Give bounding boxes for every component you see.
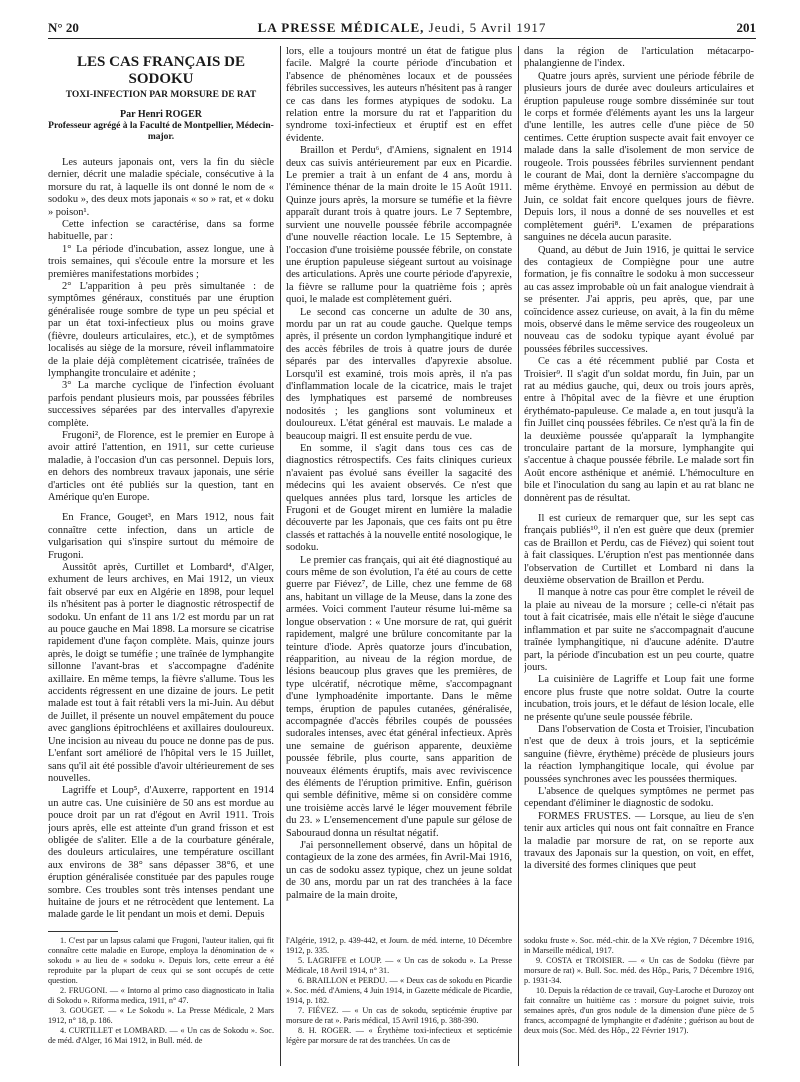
footnote: 7. FIÉVEZ. — « Un cas de sokodu, septicémie éruptive par morsure de rat ». Paris médical, 15 Avril 1916, p. 388-390. bbox=[286, 1006, 512, 1025]
paragraph: Les auteurs japonais ont, vers la fin du siècle dernier, décrit une maladie spéciale, consécutive à la morsure du rat, à laquelle ils ont donné le nom de « sodoku », des deux mots japonais « so » rat, et « doku » poison¹. bbox=[48, 157, 274, 218]
paragraph: dans la région de l'articulation métacarpo-phalangienne de l'index. bbox=[524, 46, 754, 70]
paragraph: Le premier cas français, qui ait été diagnostiqué au cours même de son évolution, l'a été au cours de cette guerre par Fiévez⁷, de Lille, chez une femme de 68 ans, habitant un village de la Meuse, dans la zone des armées. Voici comment l'auteur résume lui-même sa longue observation : « Une morsure de rat, qui guérit rapidement, malgré une brûlure concomitante par la teinture d'iode. Après quatorze jours d'incubation, réapparition, au niveau de la région mordue, de lésions beaucoup plus graves que les premières, de type ulcératif, nécrotique même, s'accompagnant d'une lymphoadénite importante. Dans le même temps, éruption de papules cutanées, généralisée, accompagnée d'accès fébriles coupés de poussées sudorales intenses, avec état général infectieux. Après une semaine de guérison apparente, deuxième poussée fébrile, plus courte, sans apparition de nouveaux éléments éruptifs, mais avec reviviscence des éléments de l'éruption primitive. Enfin, guérison qui semble définitive, même si on considère comme une troisième accès larvé le léger mouvement fébrile du 23. » L'ensemencement d'une papule sur gélose de Sabouraud donna un résultat négatif. bbox=[286, 554, 512, 839]
column-2 bbox=[286, 46, 512, 930]
paragraph: Ce cas a été récemment publié par Costa et Troisier⁹. Il s'agit d'un soldat mordu, fin Juin, par un rat au médius gauche, qui, deux ou trois jours après, entre à l'hôpital avec de la fièvre et une éruption érythémato-papuleuse. Ce malade a, en tout jusqu'à la fin Juillet cinq poussées fébriles. Ce n'est qu'à la fin de la deuxième poussée qu'apparaît la lymphangite tronculaire partant de la morsure, lymphangite qui s'accentue à chaque poussée fébrile. Le malade sort fin Août encore asthénique et anémié. L'hémoculture en bile et l'inoculation du sang au lapin et au rat blanc ne donnèrent pas de résultat. bbox=[524, 356, 754, 504]
article-author: Par Henri ROGER bbox=[119, 109, 203, 120]
paragraph: 1° La période d'incubation, assez longue, une à trois semaines, qui s'écoule entre la morsure et les premières manifestations morbides ; bbox=[48, 243, 274, 280]
paragraph: Le second cas concerne un adulte de 30 ans, mordu par un rat au coude gauche. Quelque temps après, il présente un cordon lymphangitique induré et des accès fébriles de trois à quatre jours de durée séparés par des intervalles d'apyrexie absolue. Lorsqu'il est examiné, trois mois après, il n'a pas d'inflammation locale de la cicatrice, mais le trajet des lymphatiques est parsemé de nombreuses nodosités ; les ganglions sont volumineux et douloureux. L'état général est mauvais. Le malade a beaucoup maigri. Il est ensuite perdu de vue. bbox=[286, 306, 512, 442]
column-divider bbox=[280, 46, 281, 1066]
header-rule bbox=[48, 38, 756, 39]
paragraph: Cette infection se caractérise, dans sa forme habituelle, par : bbox=[48, 219, 274, 243]
paragraph: L'absence de quelques symptômes ne permet pas cependant d'éliminer le diagnostic de sodoku. bbox=[524, 785, 754, 810]
paragraph: Quand, au début de Juin 1916, je quittai le service des contagieux de Compiègne pour une autre formation, je fis connaître le sodoku à mon successeur au cas assez improbable où un fait analogue viendrait à se présenter. J'ai appris, peu après, que, par une coïncidence assez curieuse, on avait, à la fin du même mois, observé dans le même service des rougeoleux un nouveau cas de sodoku typique ayant évolué par poussées fébriles successives. bbox=[524, 244, 754, 355]
footnote: sodoku fruste ». Soc. méd.-chir. de la XVe région, 7 Décembre 1916, in Marseille médical, 1917. bbox=[524, 936, 754, 955]
footnotes-column-1 bbox=[48, 936, 274, 1066]
paragraph: La cuisinière de Lagriffe et Loup fait une forme encore plus fruste que notre soldat. Outre la courte incubation, trois jours, et le défaut de lésion locale, elle ne présente qu'une seule poussée fébrile. bbox=[524, 674, 754, 723]
journal-title bbox=[48, 20, 756, 36]
footnotes-column-3 bbox=[524, 936, 754, 1066]
footnote: 9. COSTA et TROISIER. — « Un cas de Sodoku (fièvre par morsure de rat) ». Bull. Soc. méd. des Hôp., Paris, 7 Décembre 1916, p. 1931-34. bbox=[524, 956, 754, 985]
footnote: 3. GOUGET. — « Le Sokodu ». La Presse Médicale, 2 Mars 1912, n° 18, p. 186. bbox=[48, 1006, 274, 1025]
journal-name: LA PRESSE MÉDICALE, bbox=[257, 20, 425, 35]
paragraph: Lagriffe et Loup⁵, d'Auxerre, rapportent en 1914 un autre cas. Une cuisinière de 50 ans est mordue au pouce droit par un rat d'égout en Avril 1911. Trois jours après, elle est atteinte d'un grand frisson et est obligée de s'aliter. Elle a de la courbature générale, des douleurs articulaires, une température oscillant aux environs de 38° sans dépasser 38°6, et une éruption généralisée constituée par des papules rouge sombre. Ces troubles sont très intenses pendant une huitaine de jours et ne rétrocèdent que lentement. La malade garde le lit pendant un mois et demi. Depuis bbox=[48, 785, 274, 921]
page-header bbox=[48, 20, 756, 36]
paragraph: Il est curieux de remarquer que, sur les sept cas français publiés¹⁰, il n'en est guère que deux (premier cas de Braillon et Perdu, cas de Fiévez) qui soient tout à fait classiques. L'éruption n'est pas mentionnée dans l'observation de Curtillet et Lombard ni dans la deuxième observation de Braillon et Perdu. bbox=[524, 513, 754, 587]
footnote: 4. CURTILLET et LOMBARD. — « Un cas de Sokodu ». Soc. de méd. d'Alger, 16 Mai 1912, in Bull. méd. de bbox=[48, 1026, 274, 1045]
page-number: 201 bbox=[736, 20, 756, 35]
paragraph: Dans l'observation de Costa et Troisier, l'incubation n'est que de deux à trois jours, et la septicémie sanguine (fièvre, érythème) précède de plusieurs jours la réaction lymphangitique locale, qui évolue par poussées synchrones avec les poussées thermiques. bbox=[524, 723, 754, 785]
footnote: 2. FRUGONI. — « Intorno al primo caso diagnosticato in Italia di Sokodu ». Riforma medica, 1911, n° 47. bbox=[48, 986, 274, 1005]
paragraph: En somme, il s'agit dans tous ces cas de diagnostics rétrospectifs. Ces faits cliniques curieux n'avaient pas évolué sans éveiller la sagacité des médecins qui les avaient observés. Ce n'est que quelques années plus tard, lorsque les articles de Frugoni et de Gouget mirent en lumière la maladie découverte par les Japonais, que ces faits ont pu être classés et rattachés à la nouvelle entité nosologique, le sodoku. bbox=[286, 443, 512, 554]
footnote: 6. BRAILLON et PERDU. — « Deux cas de sokodu en Picardie ». Soc. méd. d'Amiens, 4 Juin 1914, in Gazette médicale de Picardie, 1914, p. 182. bbox=[286, 976, 512, 1005]
paragraph: lors, elle a toujours montré un état de fatigue plus facile. Malgré la courte période d'incubation et l'absence de phénomènes locaux et de poussées fébriles successives, les auteurs n'hésitent pas à ranger ce cas dans les formes atypiques de sodoku. La relation entre la morsure du rat et l'apparition du syndrome toxi-infectieux et éruptif est en effet évidente. bbox=[286, 46, 512, 144]
paragraph: J'ai personnellement observé, dans un hôpital de contagieux de la zone des armées, fin Avril-Mai 1916, un cas de sodoku assez typique, chez un jeune soldat de 30 ans, mordu par un rat des tranchées à la face palmaire de la main droite, bbox=[286, 840, 512, 901]
column-3 bbox=[524, 46, 754, 930]
footnote: l'Algérie, 1912, p. 439-442, et Journ. de méd. interne, 10 Décembre 1912, p. 335. bbox=[286, 936, 512, 955]
article-affiliation: Professeur agrégé à la Faculté de Montpellier, Médecin-major. bbox=[48, 121, 274, 142]
column-divider bbox=[518, 46, 519, 1066]
footnote-rule bbox=[48, 931, 118, 932]
paragraph: En France, Gouget³, en Mars 1912, nous fait connaître cette infection, dans un article de vulgarisation qui s'inspire surtout du mémoire de Frugoni. bbox=[48, 512, 274, 561]
paragraph: 2° L'apparition à peu près simultanée : de symptômes généraux, constitués par une éruption généralisée rouge sombre de type un peu spécial et par un état toxi-infectieux plus ou moins grave (fièvre, douleurs articulaires, etc.), et de symptômes localisés au siège de la morsure, réveil inflammatoire de la plaie déjà complètement cicatrisée, traînées de lymphangite tronculaire et adénite ; bbox=[48, 281, 274, 379]
footnotes-column-2 bbox=[286, 936, 512, 1066]
paragraph: FORMES FRUSTES. — Lorsque, au lieu de s'en tenir aux articles qui nous ont fait connaître en France la maladie par morsure de rat, on se reporte aux travaux des Japonais sur la question, on voit, en effet, la diversité des formes cliniques que peut bbox=[524, 810, 754, 872]
footnote: 1. C'est par un lapsus calami que Frugoni, l'auteur italien, qui fit connaître cette maladie en Europe, employa la dénomination de « sokodu » au lieu de « sodoku ». Depuis lors, cette erreur a été reproduite par la plupart de ceux qui se sont occupés de cette question. bbox=[48, 936, 274, 985]
footnote: 10. Depuis la rédaction de ce travail, Guy-Laroche et Durozoy ont fait connaître un huitième cas : morsure du poignet suivie, trois semaines après, d'un gros nodule de la dimension d'une pièce de 5 francs, accompagné de lymphangite et d'adénite ; guérison au bout de deux mois (Soc. Méd. des Hôp., 22 Février 1917). bbox=[524, 986, 754, 1035]
paragraph: Braillon et Perdu⁶, d'Amiens, signalent en 1914 deux cas suivis antérieurement par eux en Picardie. Le premier a trait à un enfant de 4 ans, mordu à l'éminence thénar de la main droite le 15 Août 1911. Quinze jours après, la morsure se tuméfie et la fièvre apparaît durant trois à quatre jours. Le 7 Septembre, survient une nouvelle poussée fébrile accompagnée d'une nouvelle réaction locale. Le 15 Septembre, à l'occasion d'une troisième poussée fébrile, on constate une éruption papuleuse siégeant surtout au voisinage des articulations. Après une courte période d'apyrexie, la fièvre se rallume pour la quatrième fois ; après quoi, le malade est complètement guéri. bbox=[286, 145, 512, 306]
issue-date: Jeudi, 5 Avril 1917 bbox=[428, 20, 547, 35]
column-1 bbox=[48, 46, 274, 930]
issue-number: N° 20 bbox=[48, 20, 79, 35]
footnote: 5. LAGRIFFE et LOUP. — « Un cas de sokodu ». La Presse Médicale, 18 Avril 1914, n° 31. bbox=[286, 956, 512, 975]
article-title: LES CAS FRANÇAIS DE SODOKU bbox=[77, 54, 245, 87]
paragraph: Aussitôt après, Curtillet et Lombard⁴, d'Alger, exhument de leurs archives, en Mai 1912, un vieux fait observé par eux en Algérie en 1898, pour lequel ils n'hésitent pas à porter le diagnostic rétrospectif de sodoku. Un enfant de 11 ans 1/2 est mordu par un rat au pouce gauche en Mai 1898. La morsure se cicatrise rapidement d'une façon complète. Mais, quinze jours après, le doigt se tuméfie ; une traînée de lymphangite sillonne l'avant-bras et s'accompagne d'adénite axillaire. En même temps, la fièvre s'allume. Tous les accidents régressent en une dizaine de jours. Le petit malade est tout à fait rétabli vers la mi-Juin. Au début de Juillet, il présente un nouvel empâtement du pouce avec ganglions épitrochléens et axillaires douloureux. Une incision au niveau du pouce ne donne pas de pus. L'enfant sort amélioré de l'hôpital vers le 15 Juillet, sans qu'il ait été possible d'avoir ultérieurement de ses nouvelles. bbox=[48, 562, 274, 784]
paragraph: Frugoni², de Florence, est le premier en Europe à avoir attiré l'attention, en 1911, sur cette curieuse maladie, à l'occasion d'un cas personnel. Depuis lors, en dehors des nombreux travaux japonais, une série d'articles ont été publiés sur la question, tant en Amérique qu'en Europe. bbox=[48, 429, 274, 503]
paragraph: 3° La marche cyclique de l'infection évoluant parfois pendant plusieurs mois, par poussées fébriles successives séparées par des intervalles d'apyrexie complète. bbox=[48, 380, 274, 429]
paragraph: Il manque à notre cas pour être complet le réveil de la plaie au niveau de la morsure ; celle-ci n'était pas tout à fait cicatrisée, mais elle n'était le siège d'aucune inflammation et par suite ne s'accompagnait d'aucune traînée lymphangitique, ni d'aucune adénite. D'autre part, la période d'incubation est un peu courte, quatre jours. bbox=[524, 587, 754, 673]
article-subtitle: TOXI-INFECTION PAR MORSURE DE RAT bbox=[65, 90, 257, 100]
paragraph: Quatre jours après, survient une période fébrile de plusieurs jours de durée avec douleurs articulaires et éruption papuleuse rouge sombre disséminée sur tout le corps et formée d'éléments ayant les uns la largeur d'une lentille, les autres celle d'une pièce de 50 centimes. Cette éruption suspecte avait fait envoyer ce malade dans la salle d'isolement de mon service de rougeole. Trois poussées fébriles surviennent pendant le courant de Mai, dont la dernière s'accompagne du même érythème. Envoyé en permission au début de Juin, ce soldat fait encore quelques jours de fièvre. Depuis lors, il nous a donné de ses nouvelles et est complètement guéri⁸. L'examen de préparations sanguines ne décela aucun parasite. bbox=[524, 70, 754, 244]
footnote: 8. H. ROGER. — « Érythème toxi-infectieux et septicémie légère par morsure de rat des tranchées. Un cas de bbox=[286, 1026, 512, 1045]
